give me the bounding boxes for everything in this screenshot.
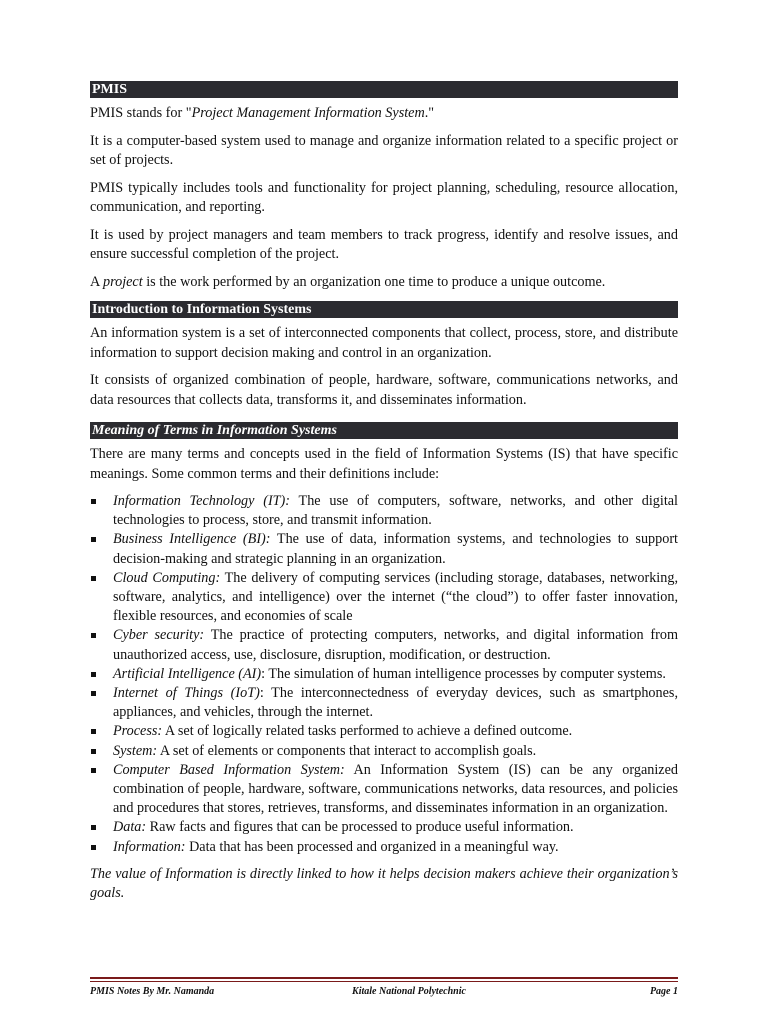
intro-paragraph-1: An information system is a set of interconnected components that collect, process, store, and distribute information to support decision making and control in an organization.: [90, 325, 678, 361]
terms-list: [90, 492, 678, 857]
list-item: [90, 492, 678, 530]
footer-institution: Kitale National Polytechnic: [352, 986, 466, 997]
list-item: [90, 761, 678, 819]
term-definition: : The simulation of human intelligence processes by computer systems.: [261, 665, 666, 682]
term-label: Process:: [113, 723, 163, 740]
term-definition: The delivery of computing services (including storage, databases, networking, software, analytics, and intelligence) over the internet (“the cloud”) to offer faster innovation, flexible resources, and economies of scale: [113, 569, 678, 625]
pmis-paragraph-3: PMIS typically includes tools and functionality for project planning, scheduling, resource allocation, communication, and reporting.: [90, 179, 678, 215]
terms-intro: There are many terms and concepts used in the field of Information Systems (IS) that have specific meanings. Some common terms and their definitions include:: [90, 446, 678, 482]
intro-paragraph-2: It consists of organized combination of people, hardware, software, communications networks, and data resources that collects data, transforms it, and disseminates information.: [90, 372, 678, 408]
term-definition: : The interconnectedness of everyday devices, such as smartphones, appliances, and vehicles, through the internet.: [113, 685, 678, 721]
footer-author: PMIS Notes By Mr. Namanda: [90, 986, 215, 997]
term-definition: The use of computers, software, networks, and other digital technologies to process, store, and transmit information.: [113, 493, 678, 529]
term-definition: A set of elements or components that interact to accomplish goals.: [157, 742, 537, 759]
term-label: Cyber security:: [113, 627, 205, 644]
list-item: [90, 665, 678, 684]
closing-statement: The value of Information is directly linked to how it helps decision makers achieve their organization’s goals.: [90, 865, 678, 902]
section-heading-intro: Introduction to Information Systems: [90, 301, 678, 318]
term-definition: Data that has been processed and organized in a meaningful way.: [185, 838, 559, 855]
list-item: [90, 684, 678, 722]
list-item: [90, 569, 678, 627]
section-heading-pmis: PMIS: [90, 81, 678, 98]
pmis-paragraph-4: It is used by project managers and team members to track progress, identify and resolve issues, and ensure successful completion of the project.: [90, 226, 678, 262]
term-label: Cloud Computing:: [113, 569, 221, 586]
term-definition: An Information System (IS) can be any organized combination of people, hardware, software, communications networks, data resources, and policies and procedures that stores, retrieves, transforms, and disseminates information in an organization.: [113, 761, 678, 817]
list-item: [90, 626, 678, 664]
footer-divider-thin: [90, 981, 678, 982]
pmis-paragraph-2: It is a computer-based system used to manage and organize information related to a specific project or set of projects.: [90, 132, 678, 168]
pmis-definition: PMIS stands for "Project Management Information System.": [90, 105, 435, 121]
term-label: Artificial Intelligence (AI): [113, 665, 262, 682]
footer-divider: [90, 977, 678, 979]
term-label: Business Intelligence (BI):: [113, 531, 271, 548]
term-label: Internet of Things (IoT): [113, 685, 260, 702]
term-definition: A set of logically related tasks performed to achieve a defined outcome.: [162, 723, 573, 740]
list-item: [90, 722, 678, 741]
term-label: System:: [113, 742, 158, 759]
term-label: Information:: [113, 838, 186, 855]
list-item: [90, 838, 678, 857]
term-definition: The use of data, information systems, and technologies to support decision-making and strategic planning in an organization.: [113, 531, 678, 567]
project-term: project: [103, 273, 143, 290]
list-item: [90, 530, 678, 568]
footer-page-number: Page 1: [649, 986, 678, 997]
list-item: [90, 818, 678, 837]
document-page: [90, 81, 678, 912]
pmis-expansion: Project Management Information System: [191, 105, 425, 121]
page-footer: [90, 986, 678, 997]
project-definition: A project is the work performed by an organization one time to produce a unique outcome.: [90, 273, 606, 290]
term-definition: The practice of protecting computers, networks, and digital information from unauthorized access, use, disclosure, disruption, modification, or destruction.: [113, 627, 678, 663]
term-label: Data:: [113, 819, 147, 836]
term-label: Computer Based Information System:: [113, 761, 345, 778]
term-label: Information Technology (IT):: [113, 493, 291, 509]
section-heading-terms: Meaning of Terms in Information Systems: [90, 422, 678, 439]
list-item: [90, 742, 678, 761]
term-definition: Raw facts and figures that can be processed to produce useful information.: [146, 819, 574, 836]
